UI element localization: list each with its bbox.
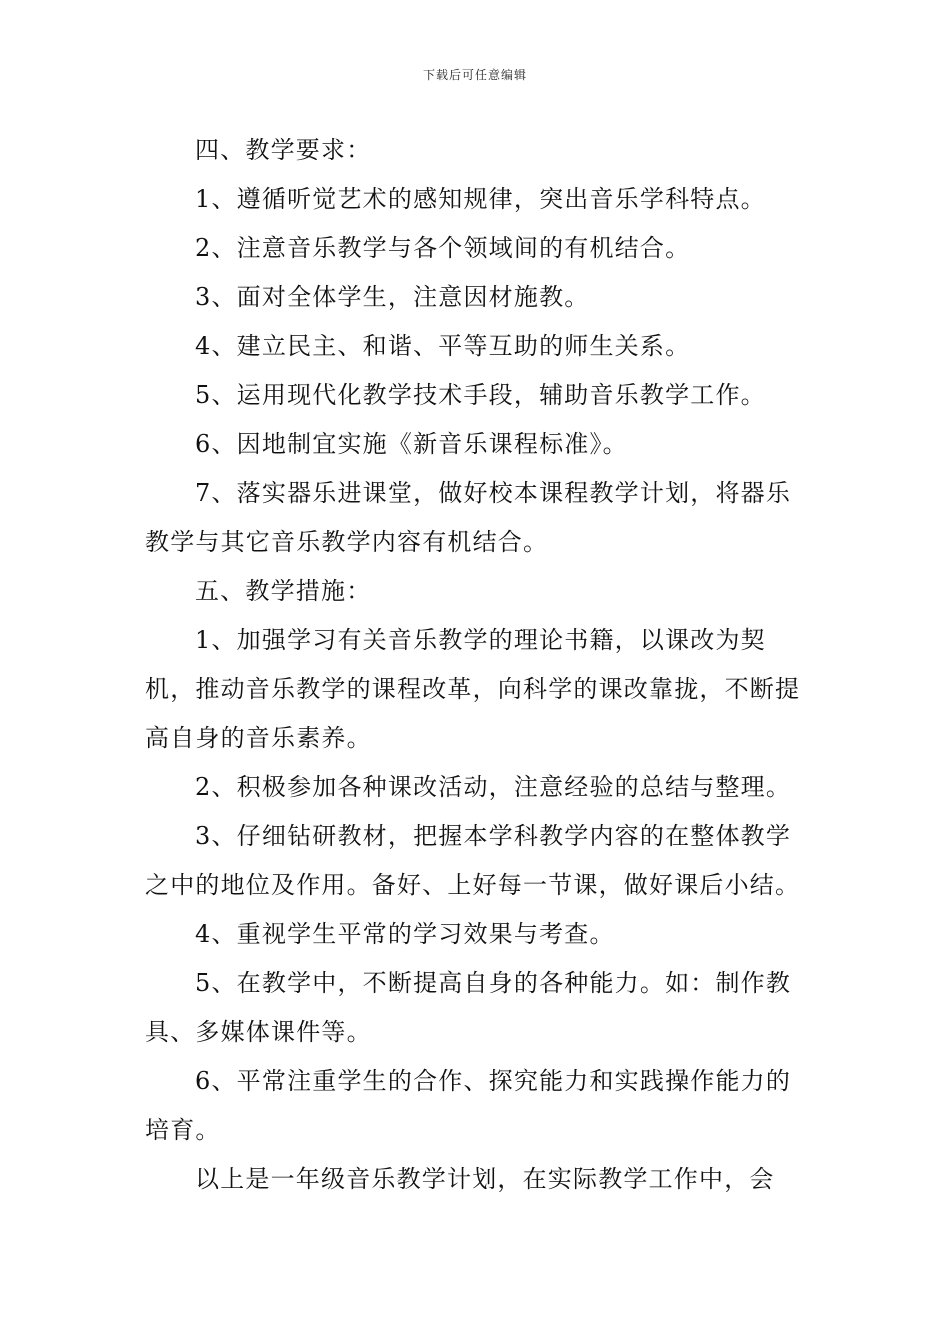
list-item: 4、重视学生平常的学习效果与考查。 — [195, 920, 615, 948]
header-note: 下载后可任意编辑 — [422, 68, 527, 82]
closing-paragraph: 以上是一年级音乐教学计划，在实际教学工作中，会 — [195, 1165, 775, 1193]
list-item: 1、遵循听觉艺术的感知规律，突出音乐学科特点。 — [195, 185, 766, 213]
list-item: 6、平常注重学生的合作、探究能力和实践操作能力的培育。 — [145, 1067, 792, 1144]
list-item: 7、落实器乐进课堂，做好校本课程教学计划，将器乐教学与其它音乐教学内容有机结合。 — [145, 479, 792, 556]
list-item: 5、运用现代化教学技术手段，辅助音乐教学工作。 — [195, 381, 766, 409]
list-item: 3、面对全体学生，注意因材施教。 — [195, 283, 590, 311]
list-item: 1、加强学习有关音乐教学的理论书籍，以课改为契机，推动音乐教学的课程改革，向科学的课改靠拢，不断提高自身的音乐素养。 — [145, 626, 801, 752]
list-item: 5、在教学中，不断提高自身的各种能力。如：制作教具、多媒体课件等。 — [145, 969, 792, 1046]
list-item: 4、建立民主、和谐、平等互助的师生关系。 — [195, 332, 691, 360]
list-item: 6、因地制宜实施《新音乐课程标准》。 — [195, 430, 628, 458]
list-item: 2、积极参加各种课改活动，注意经验的总结与整理。 — [195, 773, 792, 801]
list-item: 3、仔细钻研教材，把握本学科教学内容的在整体教学之中的地位及作用。备好、上好每一节课，做好课后小结。 — [145, 822, 801, 899]
document-body — [145, 126, 810, 1204]
section-heading-measures: 五、教学措施： — [195, 577, 372, 605]
section-heading-requirements: 四、教学要求： — [195, 136, 372, 164]
list-item: 2、注意音乐教学与各个领域间的有机结合。 — [195, 234, 691, 262]
